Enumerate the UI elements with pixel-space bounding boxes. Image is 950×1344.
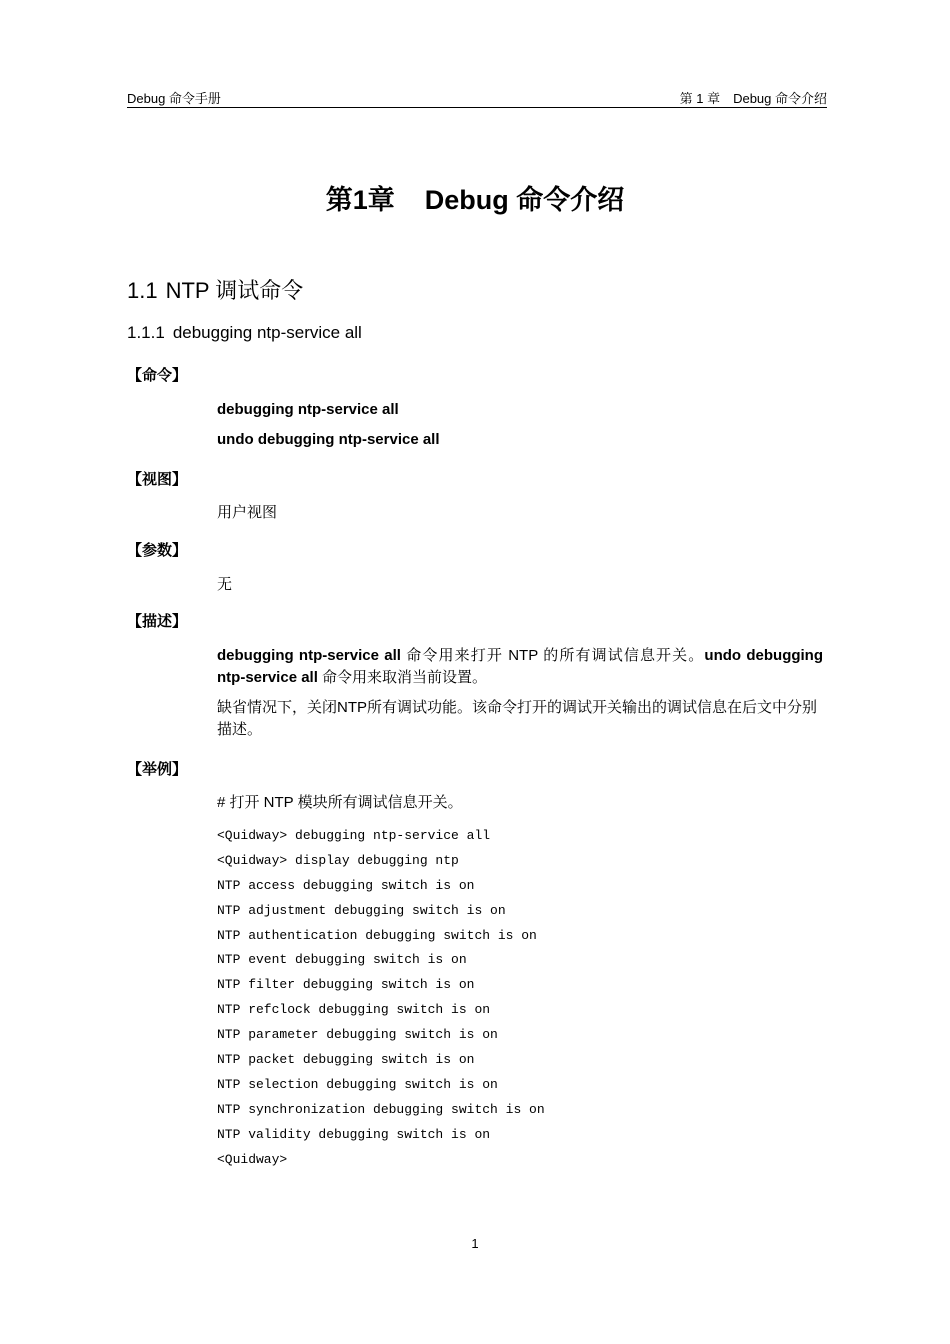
subsection-heading (127, 321, 362, 345)
command-line-1: debugging ntp-service all (217, 401, 399, 418)
command-syntax (217, 399, 823, 451)
params-text: 无 (217, 576, 233, 593)
example-comment: # 打开 NTP 模块所有调试信息开关。 (217, 794, 463, 811)
chapter-number: 第1章 (325, 185, 395, 215)
code-line: NTP event debugging switch is on (217, 952, 467, 968)
code-line: <Quidway> display debugging ntp (217, 852, 459, 868)
code-line: NTP synchronization debugging switch is on (217, 1101, 545, 1117)
command-line-2: undo debugging ntp-service all (217, 431, 440, 448)
view-text: 用户视图 (217, 504, 278, 521)
section-title: NTP 调试命令 (165, 278, 304, 303)
description-para-2: 缺省情况下，关闭NTP所有调试功能。该命令打开的调试开关输出的调试信息在后文中分别描述。 (217, 699, 818, 738)
chapter-name: Debug 命令介绍 (424, 185, 625, 215)
header-chapter-title: 第 1 章 Debug 命令介绍 (679, 91, 827, 106)
description-cmd-2: undo debugging ntp-service all (217, 647, 824, 686)
code-line: NTP parameter debugging switch is on (217, 1027, 498, 1043)
section-number: 1.1 (127, 278, 158, 303)
description-text-1: 命令用来打开 NTP 的所有调试信息开关。 (400, 647, 705, 664)
subsection-title: debugging ntp-service all (172, 323, 362, 342)
code-line: NTP authentication debugging switch is on (217, 927, 537, 943)
code-line: NTP packet debugging switch is on (217, 1052, 475, 1068)
section-heading (127, 276, 303, 306)
description-text-2: 命令用来取消当前设置。 (317, 669, 488, 686)
description-label: 【描述】 (127, 613, 188, 630)
code-line: NTP adjustment debugging switch is on (217, 902, 506, 918)
code-line: NTP validity debugging switch is on (217, 1126, 491, 1142)
example-code-block (217, 826, 545, 1174)
header-manual-title: Debug 命令手册 (127, 91, 221, 106)
command-label: 【命令】 (127, 367, 188, 384)
code-line: NTP refclock debugging switch is on (217, 1002, 491, 1018)
code-line: NTP filter debugging switch is on (217, 977, 475, 993)
page-header (127, 90, 827, 108)
code-line: NTP access debugging switch is on (217, 877, 475, 893)
page-number: 1 (471, 1236, 479, 1251)
code-line: NTP selection debugging switch is on (217, 1076, 498, 1092)
example-label: 【举例】 (127, 761, 188, 778)
subsection-number: 1.1.1 (127, 323, 165, 342)
chapter-title (0, 180, 950, 220)
description-cmd-1: debugging ntp-service all (217, 647, 401, 664)
params-label: 【参数】 (127, 542, 188, 559)
view-label: 【视图】 (127, 471, 188, 488)
code-line: <Quidway> debugging ntp-service all (217, 828, 491, 843)
code-line: <Quidway> (217, 1151, 288, 1167)
description-para-1 (217, 645, 823, 689)
